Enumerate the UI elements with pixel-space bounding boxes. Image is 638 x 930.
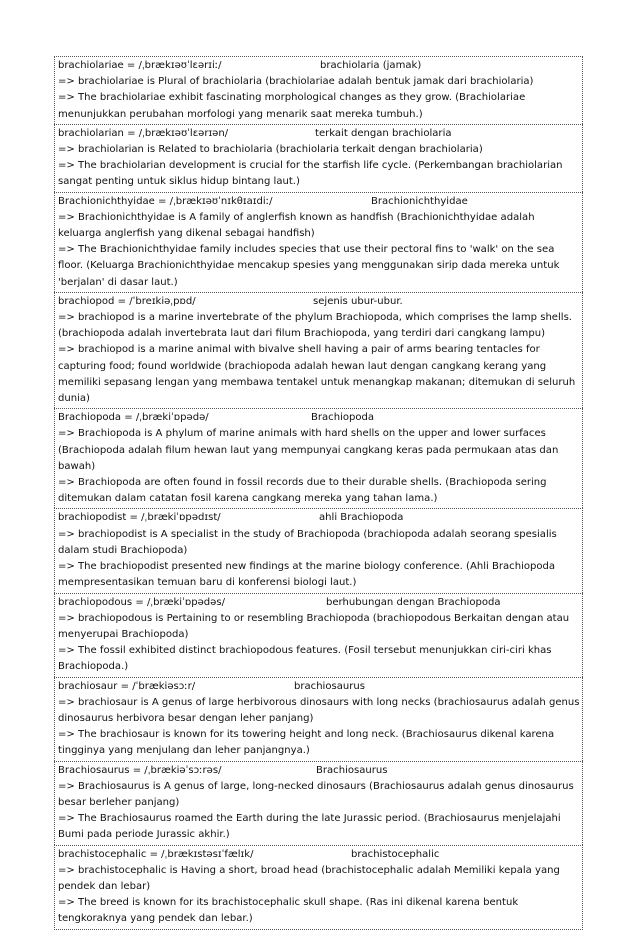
- entry-brachistocephalic: [54, 845, 583, 930]
- example: => The Brachionichthyidae family includes species that use their pectoral fins to 'walk' on the sea floor. (Keluarga Brachionichthyidae mencakup spesies yang menggunakan sirip dada mereka untuk 'berjalan' di dasar laut.): [58, 244, 560, 288]
- headword: brachiolarian = /ˌbrækɪəʊˈlɛərɪən/: [58, 127, 229, 139]
- meaning: brachiosaurus: [294, 680, 365, 692]
- headword: brachiopodist = /ˌbrækiˈɒpədɪst/: [58, 512, 221, 524]
- definition: => Brachionichthyidae is A family of anglerfish known as handfish (Brachionichthyidae adalah keluarga anglerfish yang dikenal sebagai handfish): [58, 211, 535, 240]
- entry-brachiopodous: [54, 593, 583, 677]
- definition: => brachiolarian is Related to brachiolaria (brachiolaria terkait dengan brachiolaria): [58, 144, 483, 156]
- headword-line: [58, 595, 580, 611]
- meaning: ahli Brachiopoda: [319, 512, 404, 524]
- definition: => brachiosaur is A genus of large herbivorous dinosaurs with long necks (brachiosaurus adalah genus dinosaurus herbivora besar dengan leher panjang): [58, 696, 580, 724]
- definition: => Brachiopoda is A phylum of marine animals with hard shells on the upper and lower surfaces (Brachiopoda adalah filum hewan laut yang mempunyai cangkang keras pada permukaan atas dan bawah): [58, 428, 559, 472]
- example: => The Brachiosaurus roamed the Earth during the late Jurassic period. (Brachiosaurus menjelajahi Bumi pada periode Jurassic akhir.): [58, 813, 561, 841]
- definition: => Brachiosaurus is A genus of large, long-necked dinosaurs (Brachiosaurus adalah genus dinosaurus besar berleher panjang): [58, 780, 574, 808]
- entry-brachiopodist: [54, 508, 583, 592]
- headword-line: [58, 194, 580, 210]
- example: => The fossil exhibited distinct brachiopodous features. (Fosil tersebut menunjukkan ciri-ciri khas Brachiopoda.): [58, 645, 552, 673]
- entry-brachiopod: [54, 292, 583, 408]
- meaning: Brachiosaurus: [316, 764, 388, 776]
- headword: Brachiosaurus = /ˌbrækiəˈsɔːrəs/: [58, 764, 222, 776]
- headword: brachiopod = /ˈbreɪkiəˌpɒd/: [58, 295, 196, 307]
- example: => The brachiolarian development is crucial for the starfish life cycle. (Perkembangan brachiolarian sangat penting untuk siklus hidup bintang laut.): [58, 160, 563, 188]
- headword-line: [58, 126, 580, 142]
- headword: brachistocephalic = /ˌbrækɪstəsɪˈfælɪk/: [58, 848, 254, 860]
- definition: => brachiopodous is Pertaining to or resembling Brachiopoda (brachiopodous Berkaitan dengan atau menyerupai Brachiopoda): [58, 612, 570, 640]
- entry-brachionichthyidae: [54, 192, 583, 292]
- meaning: Brachionichthyidae: [371, 195, 468, 207]
- dictionary-sheet: [54, 56, 583, 930]
- meaning: Brachiopoda: [311, 412, 375, 424]
- meaning: brachistocephalic: [351, 848, 440, 860]
- example: => The brachiolariae exhibit fascinating morphological changes as they grow. (Brachiolariae menunjukkan perubahan morfologi yang menarik saat mereka tumbuh.): [58, 92, 526, 120]
- entry-brachiolarian: [54, 124, 583, 192]
- headword: brachiopodous = /ˌbrækiˈɒpədəs/: [58, 596, 225, 608]
- headword: brachiosaur = /ˈbrækiəsɔːr/: [58, 680, 196, 692]
- headword-line: [58, 763, 580, 779]
- headword-line: [58, 294, 580, 310]
- headword: Brachiopoda = /ˌbrækiˈɒpədə/: [58, 412, 209, 424]
- example: => The brachiopodist presented new findings at the marine biology conference. (Ahli Brachiopoda mempresentasikan temuan baru di konferensi biologi laut.): [58, 561, 556, 589]
- definition: => brachistocephalic is Having a short, broad head (brachistocephalic adalah Memiliki kepala yang pendek dan lebar): [58, 864, 560, 892]
- definition: => brachiolariae is Plural of brachiolaria (brachiolariae adalah bentuk jamak dari brachiolaria): [58, 76, 534, 88]
- example: => The breed is known for its brachistocephalic skull shape. (Ras ini dikenal karena bentuk tengkoraknya yang pendek dan lebar.): [58, 897, 519, 925]
- entry-brachiosaur: [54, 677, 583, 761]
- entry-brachiolariae: [54, 56, 583, 124]
- headword: Brachionichthyidae = /ˌbrækɪəʊˈnɪkθɪaɪdiː/: [58, 195, 273, 207]
- definition: => brachiopod is a marine invertebrate of the phylum Brachiopoda, which comprises the lamp shells. (brachiopoda adalah invertebrata laut dari filum Brachiopoda, yang terdiri dari cangkang lampu): [58, 312, 573, 340]
- example: => brachiopod is a marine animal with bivalve shell having a pair of arms bearing tentacles for capturing food; found worldwide (brachiopoda adalah hewan laut dengan cangkang kerang yang memiliki sepasang lengan yang membawa tentakel untuk menangkap makanan; ditemukan di seluruh dunia): [58, 344, 576, 405]
- definition: => brachiopodist is A specialist in the study of Brachiopoda (brachiopoda adalah seorang spesialis dalam studi Brachiopoda): [58, 528, 557, 556]
- headword-line: [58, 679, 580, 695]
- headword: brachiolariae = /ˌbrækɪəʊˈlɛərɪiː/: [58, 60, 222, 71]
- meaning: sejenis ubur-ubur.: [313, 295, 403, 307]
- meaning: terkait dengan brachiolaria: [315, 127, 452, 139]
- meaning: berhubungan dengan Brachiopoda: [326, 596, 501, 608]
- entry-brachiopoda: [54, 408, 583, 508]
- headword-line: [58, 510, 580, 526]
- example: => Brachiopoda are often found in fossil records due to their durable shells. (Brachiopoda sering ditemukan dalam catatan fosil karena cangkang mereka yang tahan lama.): [58, 477, 547, 505]
- meaning: brachiolaria (jamak): [320, 60, 422, 71]
- entry-brachiosaurus: [54, 761, 583, 845]
- example: => The brachiosaur is known for its towering height and long neck. (Brachiosaurus dikenal karena tingginya yang menjulang dan leher panjangnya.): [58, 729, 555, 757]
- headword-line: [58, 410, 580, 426]
- headword-line: [58, 847, 580, 863]
- headword-line: [58, 58, 580, 74]
